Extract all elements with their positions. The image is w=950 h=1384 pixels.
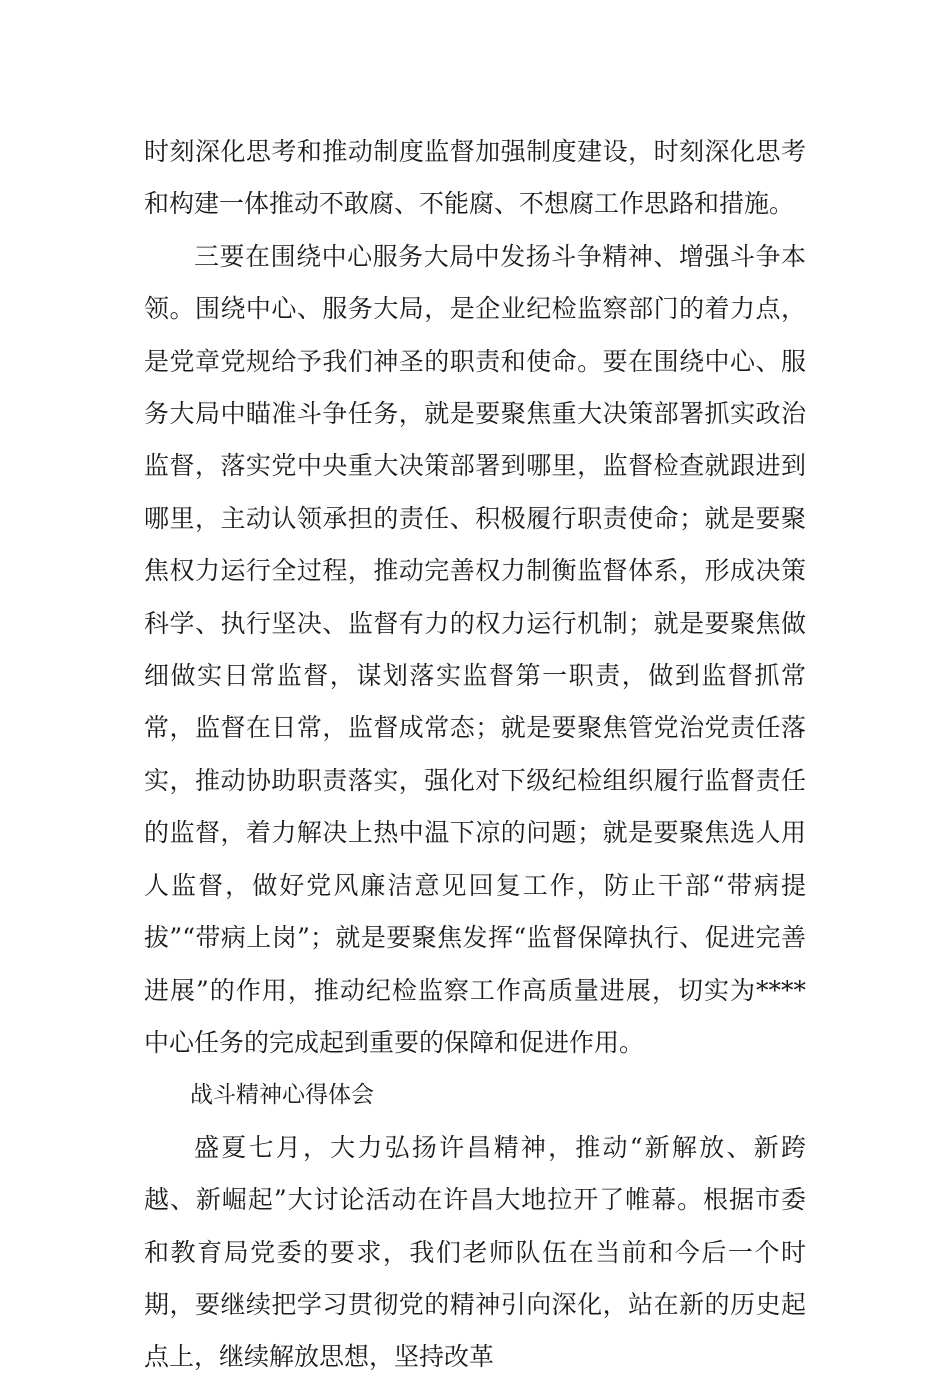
document-body [144, 126, 806, 1384]
section-heading: 战斗精神心得体会 [190, 1082, 374, 1109]
paragraph-midsummer: 盛夏七月，大力弘扬许昌精神，推动“新解放、新跨越、新崛起”大讨论活动在许昌大地拉开了帷幕。根据市委和教育局党委的要求，我们老师队伍在当前和今后一个时期，要继续把学习贯彻党的精神引向深化，站在新的历史起点上，继续解放思想，坚持改革 [144, 1132, 806, 1372]
paragraph-continuation: 时刻深化思考和推动制度监督加强制度建设，时刻深化思考和构建一体推动不敢腐、不能腐、不想腐工作思路和措施。 [144, 137, 806, 219]
paragraph-three-requirements: 三要在围绕中心服务大局中发扬斗争精神、增强斗争本领。围绕中心、服务大局，是企业纪检监察部门的着力点，是党章党规给予我们神圣的职责和使命。要在围绕中心、服务大局中瞄准斗争任务，就是要聚焦重大决策部署抓实政治监督，落实党中央重大决策部署到哪里，监督检查就跟进到哪里，主动认领承担的责任、积极履行职责使命；就是要聚焦权力运行全过程，推动完善权力制衡监督体系，形成决策科学、执行坚决、监督有力的权力运行机制；就是要聚焦做细做实日常监督，谋划落实监督第一职责，做到监督抓常常，监督在日常，监督成常态；就是要聚焦管党治党责任落实，推动协助职责落实，强化对下级纪检组织履行监督责任的监督，着力解决上热中温下凉的问题；就是要聚焦选人用人监督，做好党风廉洁意见回复工作，防止干部“带病提拔”“带病上岗”；就是要聚焦发挥“监督保障执行、促进完善进展”的作用，推动纪检监察工作高质量进展，切实为****中心任务的完成起到重要的保障和促进作用。 [144, 241, 806, 1057]
